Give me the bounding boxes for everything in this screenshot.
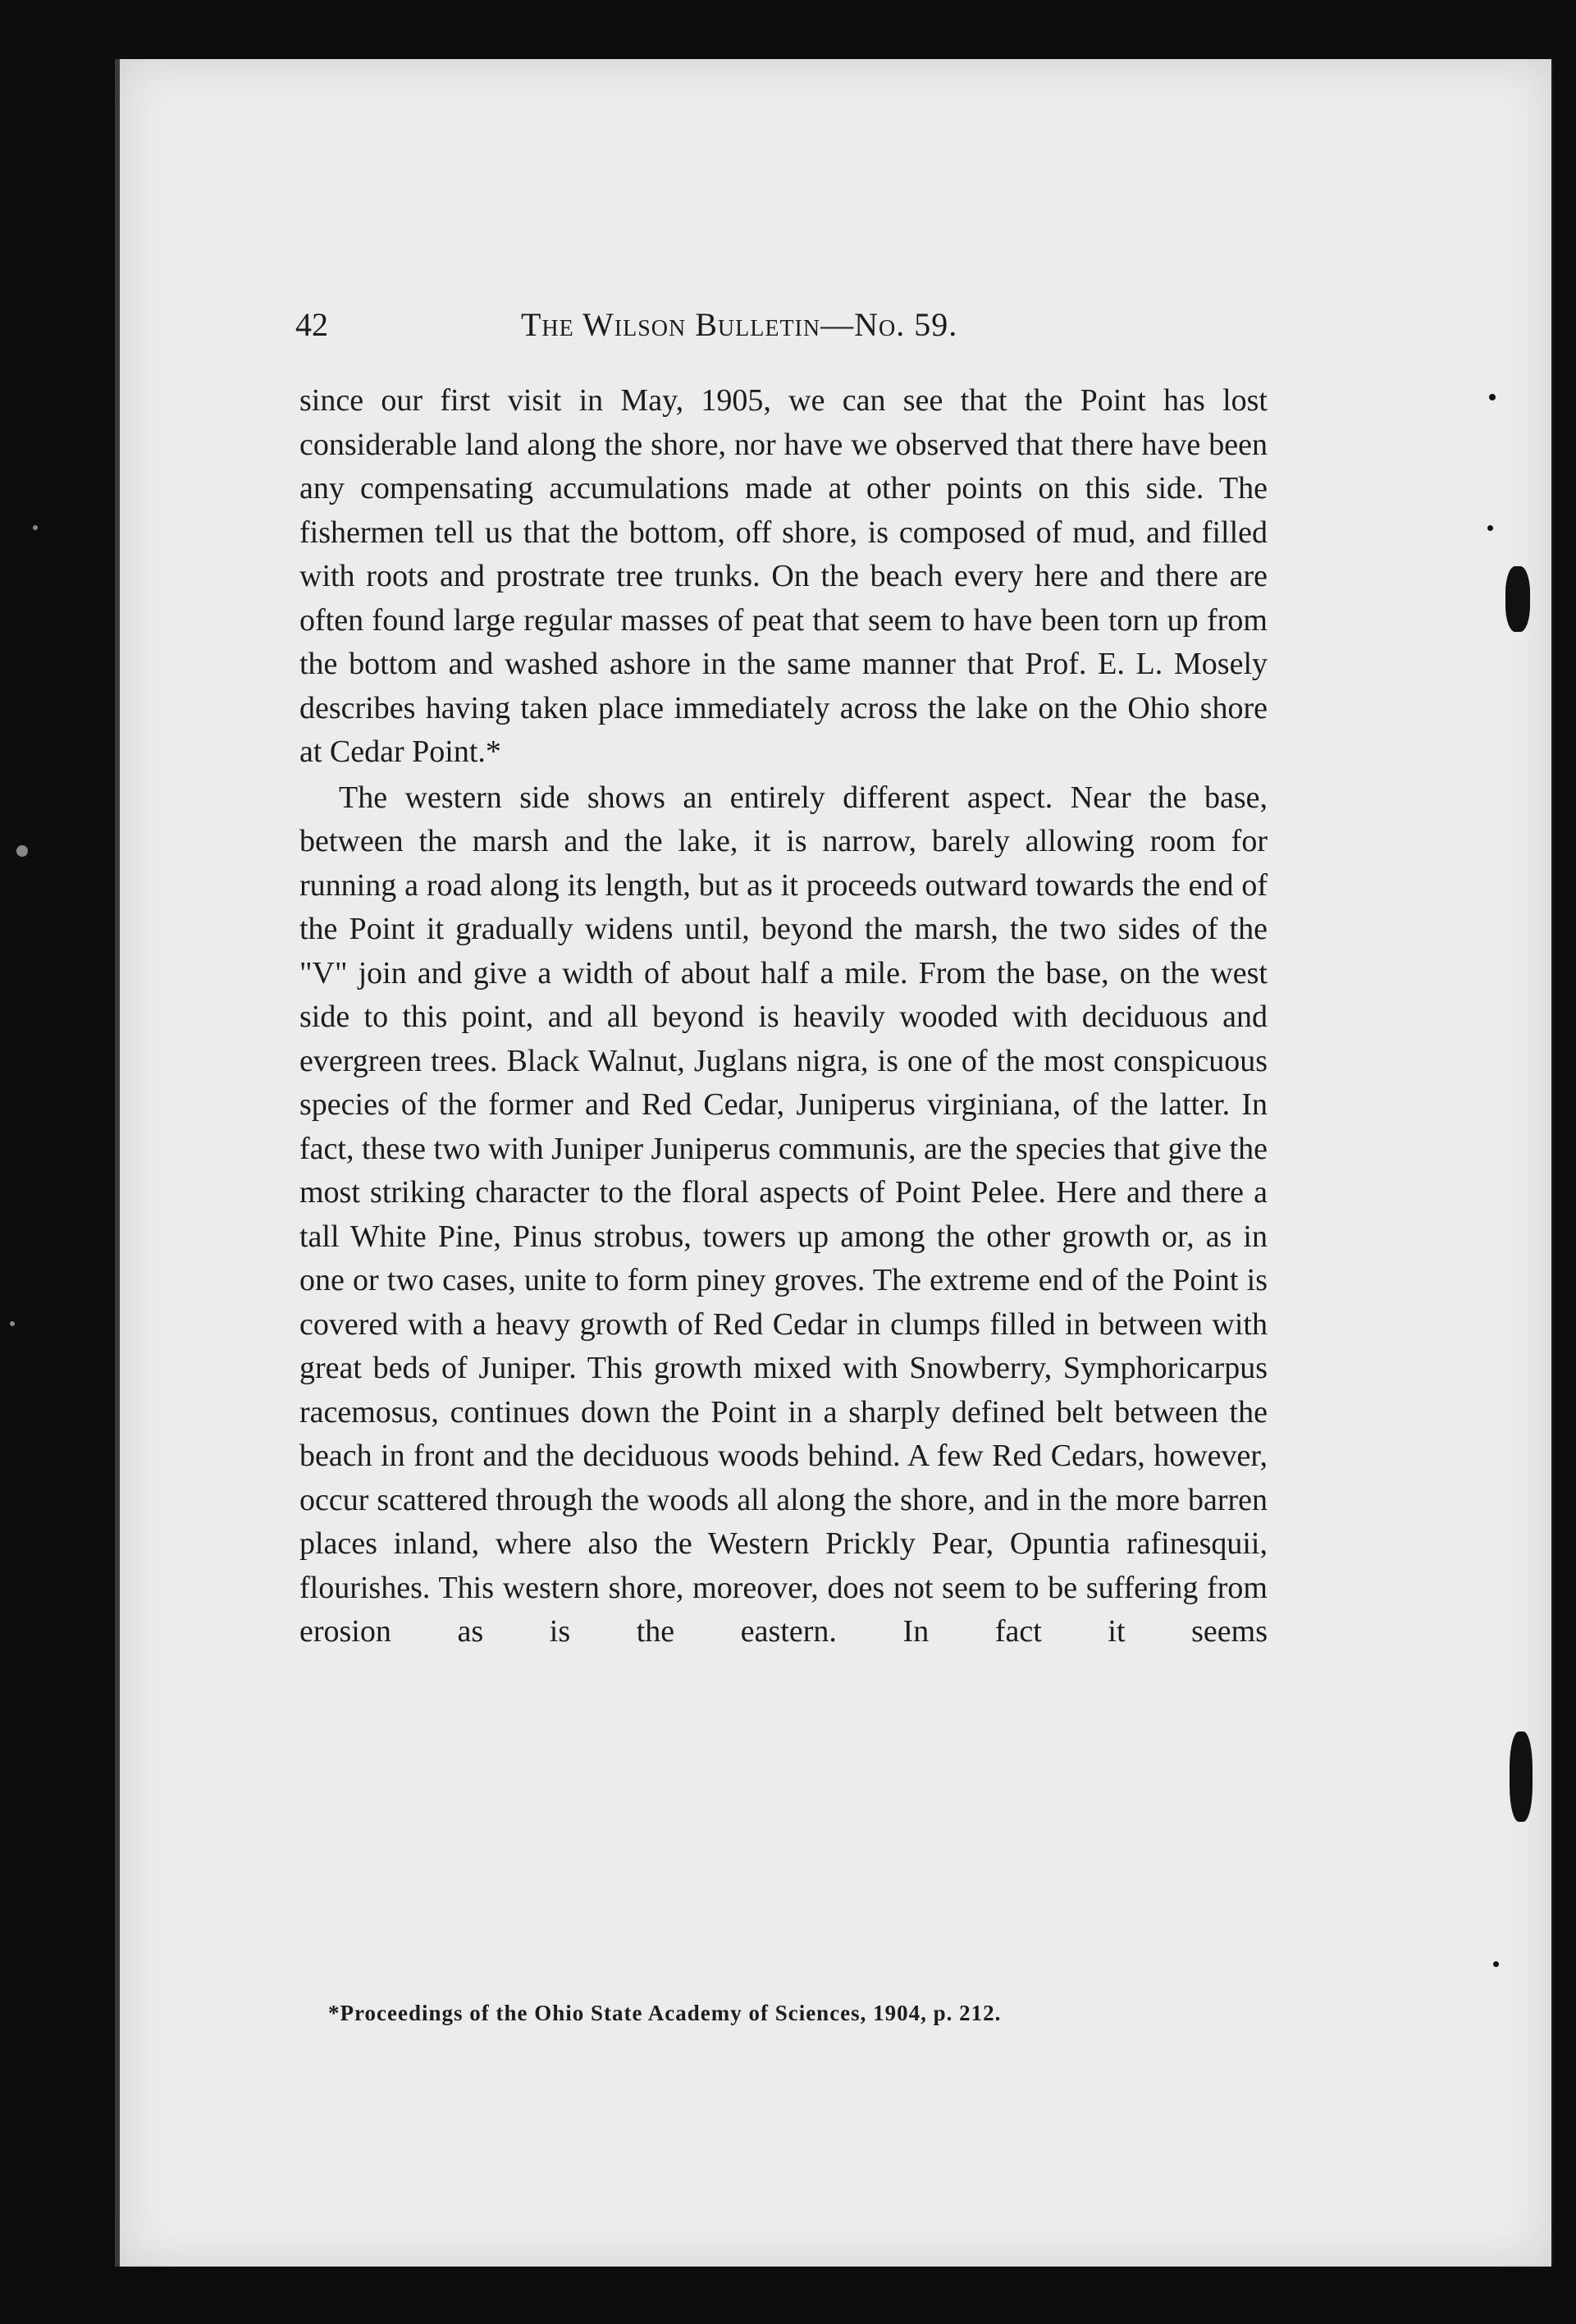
page-number: 42 <box>295 306 328 343</box>
footnote: *Proceedings of the Ohio State Academy of Sciences, 1904, p. 212. <box>328 2001 1002 2025</box>
paragraph-1: since our first visit in May, 1905, we can see that the Point has lost considerable land along the shore, nor have we observed that there have been any compensating accumulations made at other points on this side. The fishermen tell us that the bottom, off shore, is composed of mud, and filled with roots and prostrate tree trunks. On the beach every here and there are often found large regular masses of peat that seem to have been torn up from the bottom and washed ashore in the same manner that Prof. E. L. Mosely describes having taken place immediately across the lake on the Ohio shore at Cedar Point.* <box>299 383 1268 769</box>
scan-speck <box>16 845 28 857</box>
paragraph-2: The western side shows an entirely different aspect. Near the base, between the marsh and the lake, it is narrow, barely allowing room for running a road along its length, but as it proceeds outward towards the end of the Point it gradually widens until, beyond the marsh, the two sides of the "V" join and give a width of about half a mile. From the base, on the west side to this point, and all beyond is heavily wooded with deciduous and evergreen trees. Black Walnut, Juglans nigra, is one of the most conspicuous species of the former and Red Cedar, Juniperus virginiana, of the latter. In fact, these two with Juniper Juniperus communis, are the species that give the most striking character to the floral aspects of Point Pelee. Here and there a tall White Pine, Pinus strobus, towers up among the other growth or, as in one or two cases, unite to form piney groves. The extreme end of the Point is covered with a heavy growth of Red Cedar in clumps filled in between with great beds of Juniper. This growth mixed with Snowberry, Symphoricarpus racemosus, continues down the Point in a sharply defined belt between the beach in front and the deciduous woods behind. A few Red Cedars, however, occur scattered through the woods all along the shore, and in the more barren places inland, where also the Western Prickly Pear, Opuntia rafinesquii, flourishes. This western shore, moreover, does not seem to be suffering from erosion as is the eastern. In fact it seems <box>299 780 1268 1649</box>
body-text <box>299 379 1268 1656</box>
scan-dot <box>1489 394 1496 400</box>
scan-speck <box>10 1321 15 1326</box>
scan-dot <box>1487 525 1493 531</box>
scan-blot <box>1505 566 1530 632</box>
page-header <box>295 305 1116 351</box>
scan-dot <box>1493 1961 1499 1967</box>
scan-speck <box>33 525 38 530</box>
running-title: The Wilson Bulletin—No. 59. <box>521 306 958 343</box>
scan-blot <box>1510 1732 1533 1822</box>
